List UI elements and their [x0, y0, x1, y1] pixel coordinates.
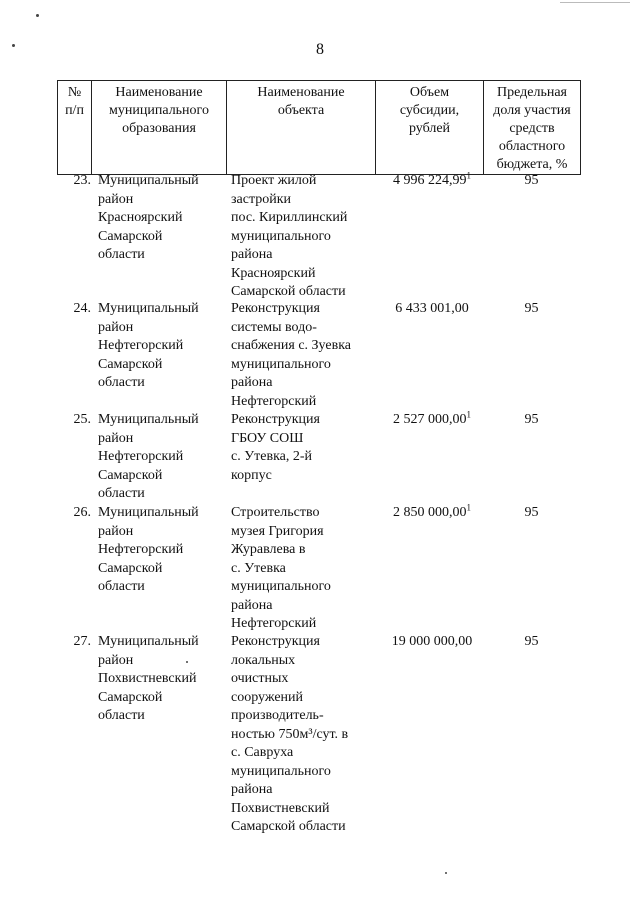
table-row [57, 411, 580, 504]
row-number: 26. [73, 505, 91, 520]
row-municipality: Муниципальный район Нефтегорский Самарской области [98, 505, 199, 594]
row-share: 95 [524, 634, 539, 649]
row-number: 27. [73, 634, 91, 649]
row-municipality: Муниципальный район Нефтегорский Самарской области [98, 412, 199, 501]
row-number: 23. [73, 173, 91, 188]
scan-speck [186, 661, 188, 663]
row-municipality: Муниципальный район Красноярский Самарской области [98, 173, 199, 262]
scan-speck [36, 14, 39, 17]
header-municipality: Наименование муниципального образования [92, 81, 227, 175]
scan-speck [560, 2, 630, 3]
footnote-mark: 1 [466, 409, 471, 420]
row-amount: 2 850 000,00$^1$ [393, 502, 471, 520]
row-object: Проект жилой застройки пос. Кириллинский муниципального района Красноярский Самарской области [231, 173, 348, 299]
row-object: Реконструкция локальных очистных сооружений производитель- ностью 750м³/сут. в с. Савруха муниципального района Похвистневский Самарской области [231, 634, 349, 834]
row-object: Реконструкция ГБОУ СОШ с. Утевка, 2-й корпус [231, 412, 320, 483]
header-object: Наименование объекта [227, 81, 376, 175]
row-share: 95 [524, 301, 539, 316]
header-share: Предельная доля участия средств областного бюджета, % [484, 81, 581, 175]
table-body [57, 172, 580, 843]
header-amount: Объем субсидии, рублей [376, 81, 484, 175]
row-municipality: Муниципальный район Похвистневский Самарской области [98, 634, 199, 723]
page-number: 8 [316, 41, 324, 58]
row-amount: 19 000 000,00 [391, 634, 473, 649]
scan-speck [445, 872, 447, 874]
row-share: 95 [524, 173, 539, 188]
row-amount: 6 433 001,00 [395, 301, 469, 316]
table-row [57, 300, 580, 411]
row-number: 24. [73, 301, 91, 316]
table-row [57, 504, 580, 633]
table-row [57, 633, 580, 843]
row-amount: 2 527 000,00$^1$ [393, 409, 471, 427]
row-number: 25. [73, 412, 91, 427]
scan-speck [12, 44, 15, 47]
row-object: Строительство музея Григория Журавлева в с. Утевка муниципального района Нефтегорский [231, 505, 331, 631]
row-municipality: Муниципальный район Нефтегорский Самарской области [98, 301, 199, 390]
header-number: № п/п [58, 81, 92, 175]
row-share: 95 [524, 412, 539, 427]
row-share: 95 [524, 505, 539, 520]
footnote-mark: 1 [466, 170, 471, 181]
footnote-mark: 1 [466, 502, 471, 513]
row-object: Реконструкция системы водо- снабжения с. Зуевка муниципального района Нефтегорский [231, 301, 351, 409]
table-header [57, 80, 581, 175]
row-amount: 4 996 224,99$^1$ [393, 170, 471, 188]
table-row [57, 172, 580, 300]
